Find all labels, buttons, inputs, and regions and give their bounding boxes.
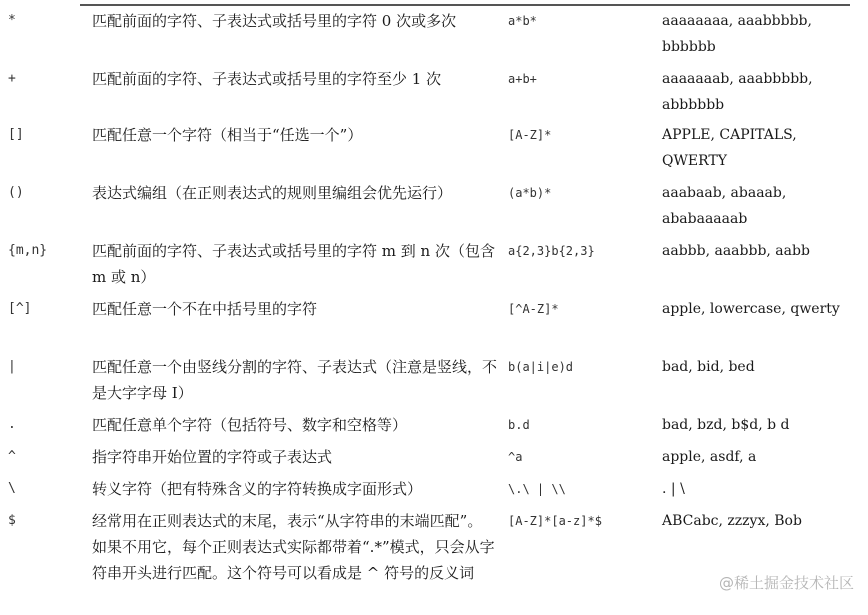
matches-cell: aaaaaaab, aaabbbbb, abbbbbb: [662, 71, 818, 113]
watermark-text: @稀土掘金技术社区: [718, 574, 854, 592]
description-cell: 匹配任意一个由竖线分割的字符、子表达式（注意是竖线，不是大字字母 I）: [92, 358, 498, 402]
example-cell: a+b+: [508, 72, 537, 86]
matches-cell: bad, bid, bed: [662, 359, 755, 375]
matches-cell: aaaaaaaa, aaabbbbb, bbbbbb: [662, 13, 817, 55]
description-cell: 匹配任意单个字符（包括符号、数字和空格等）: [92, 416, 408, 434]
table-top-rule: [80, 4, 850, 6]
symbol-cell: ^: [8, 449, 16, 464]
symbol-cell: \: [8, 481, 16, 496]
symbol-cell: (): [8, 185, 24, 200]
description-cell: 经常用在正则表达式的末尾，表示“从字符串的末端匹配”。如果不用它，每个正则表达式实际都带着“.*”模式，只会从字符串开头进行匹配。这个符号可以看成是 ^ 符号的反义词: [92, 512, 495, 582]
symbol-cell: $: [8, 513, 16, 528]
example-cell: b.d: [508, 418, 530, 432]
matches-cell: aaabaab, abaaab, ababaaaaab: [662, 185, 791, 227]
example-cell: a*b*: [508, 14, 537, 28]
matches-cell: APPLE, CAPITALS, QWERTY: [662, 127, 802, 169]
matches-cell: aabbb, aaabbb, aabb: [662, 243, 810, 259]
symbol-cell: +: [8, 71, 16, 86]
example-cell: a{2,3}b{2,3}: [508, 244, 595, 258]
symbol-cell: {m,n}: [8, 243, 48, 258]
symbol-cell: []: [8, 127, 24, 142]
description-cell: 转义字符（把有特殊含义的字符转换成字面形式）: [92, 480, 423, 498]
description-cell: 指字符串开始位置的字符或子表达式: [92, 448, 333, 466]
example-cell: (a*b)*: [508, 186, 552, 200]
symbol-cell: [^]: [8, 301, 32, 316]
matches-cell: . | \: [662, 481, 685, 497]
example-cell: b(a|i|e)d: [508, 360, 574, 374]
description-cell: 匹配前面的字符、子表达式或括号里的字符 0 次或多次: [92, 12, 457, 30]
matches-cell: apple, lowercase, qwerty: [662, 301, 840, 317]
example-cell: \.\ | \\: [508, 482, 566, 496]
matches-cell: bad, bzd, b$d, b d: [662, 417, 790, 433]
matches-cell: ABCabc, zzzyx, Bob: [662, 513, 802, 529]
description-cell: 表达式编组（在正则表达式的规则里编组会优先运行）: [92, 184, 453, 202]
description-cell: 匹配任意一个不在中括号里的字符: [92, 300, 318, 318]
example-cell: [A-Z]*[a-z]*$: [508, 514, 602, 528]
symbol-cell: .: [8, 417, 16, 432]
symbol-cell: *: [8, 13, 16, 28]
example-cell: [^A-Z]*: [508, 302, 559, 316]
matches-cell: apple, asdf, a: [662, 449, 757, 465]
symbol-cell: |: [8, 359, 16, 374]
description-cell: 匹配前面的字符、子表达式或括号里的字符至少 1 次: [92, 70, 442, 88]
description-cell: 匹配任意一个字符（相当于“任选一个”）: [92, 126, 363, 144]
example-cell: ^a: [508, 450, 523, 464]
description-cell: 匹配前面的字符、子表达式或括号里的字符 m 到 n 次（包含 m 或 n）: [92, 242, 500, 286]
example-cell: [A-Z]*: [508, 128, 552, 142]
